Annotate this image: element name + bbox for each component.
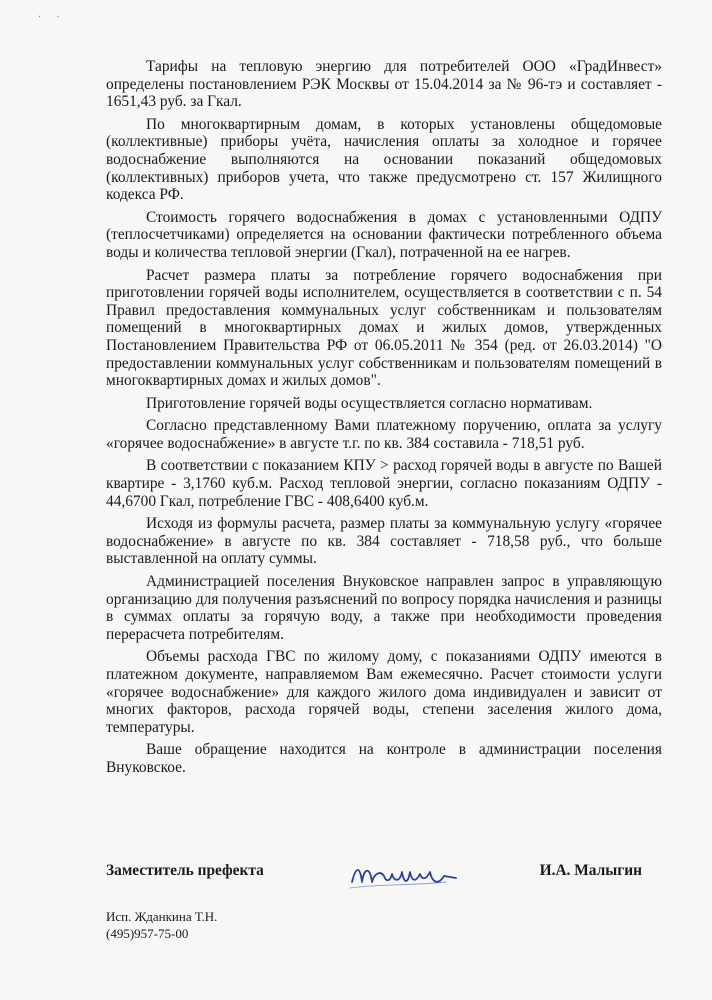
paragraph-volumes: Объемы расхода ГВС по жилому дому, с показаниями ОДПУ имеются в платежном документе, направляемом Вам ежемесячно. Расчет стоимости услуги «горячее водоснабжение» для каждого жилого дома индивидуален и зависит от многих факторов, расхода горячей воды, степени заселения жилого дома, температуры. bbox=[106, 648, 662, 736]
signature-block bbox=[106, 862, 662, 892]
paragraph-control: Ваше обращение находится на контроле в администрации поселения Внуковское. bbox=[106, 741, 662, 776]
executor-name: Исп. Жданкина Т.Н. bbox=[106, 909, 218, 924]
paragraph-calculation-rules: Расчет размера платы за потребление горячего водоснабжения при приготовлении горячей воды исполнителем, осуществляется в соответствии с п. 54 Правил предоставления коммунальных услуг собственникам и пользователям помещений в многоквартирных домах и жилых домов, утвержденных Постановлением Правительства РФ от 06.05.2011 № 354 (ред. от 26.03.2014) "О предоставлении коммунальных услуг собственникам и пользователям помещений в многоквартирных домах и жилых домов". bbox=[106, 266, 662, 390]
paragraph-tariffs: Тарифы на тепловую энергию для потребителей ООО «ГрадИнвест» определены постановлением РЭК Москвы от 15.04.2014 за № 96-тэ и составляет - 1651,43 руб. за Гкал. bbox=[106, 58, 662, 111]
paragraph-administration-request: Администрацией поселения Внуковское направлен запрос в управляющую организацию для получения разъяснений по вопросу порядка начисления и разницы в суммах оплаты за горячую воду, а также при необходимости проведения перерасчета потребителям. bbox=[106, 573, 662, 643]
executor-phone: (495)957-75-00 bbox=[106, 926, 189, 941]
paragraph-meters: По многоквартирным домам, в которых установлены общедомовые (коллективные) приборы учёта, начисления оплаты за холодное и горячее водоснабжение выполняются на основании показаний общедомовых (коллективных) приборов учета, что также предусмотрено ст. 157 Жилищного кодекса РФ. bbox=[106, 115, 662, 204]
handwritten-signature bbox=[346, 852, 466, 896]
letter-body bbox=[106, 58, 662, 782]
signatory-name: И.А. Малыгин bbox=[539, 862, 642, 879]
paragraph-meter-readings: В соответствии с показанием КПУ > расход горячей воды в августе по Вашей квартире - 3,1760 куб.м. Расход тепловой энергии, согласно показаниям ОДПУ - 44,6700 Гкал, потребление ГВС - 408,6400 куб.м. bbox=[106, 457, 662, 510]
paragraph-payment-order: Согласно представленному Вами платежному поручению, оплата за услугу «горячее водоснабжение» в августе т.г. по кв. 384 составила - 718,51 руб. bbox=[106, 417, 662, 452]
executor-info bbox=[106, 908, 217, 942]
paragraph-formula: Исходя из формулы расчета, размер платы за коммунальную услугу «горячее водоснабжение» в августе по кв. 384 составляет - 718,58 руб., что больше выставленной на оплату суммы. bbox=[106, 515, 662, 568]
paragraph-cost-determination: Стоимость горячего водоснабжения в домах с установленными ОДПУ (теплосчетчиками) определяется на основании фактически потребленного объема воды и количества тепловой энергии (Гкал), потраченной на ее нагрев. bbox=[106, 208, 662, 261]
paragraph-norms: Приготовление горячей воды осуществляется согласно нормативам. bbox=[146, 394, 593, 412]
signatory-position: Заместитель префекта bbox=[106, 862, 264, 879]
scan-corner-mark: · · bbox=[38, 12, 66, 23]
